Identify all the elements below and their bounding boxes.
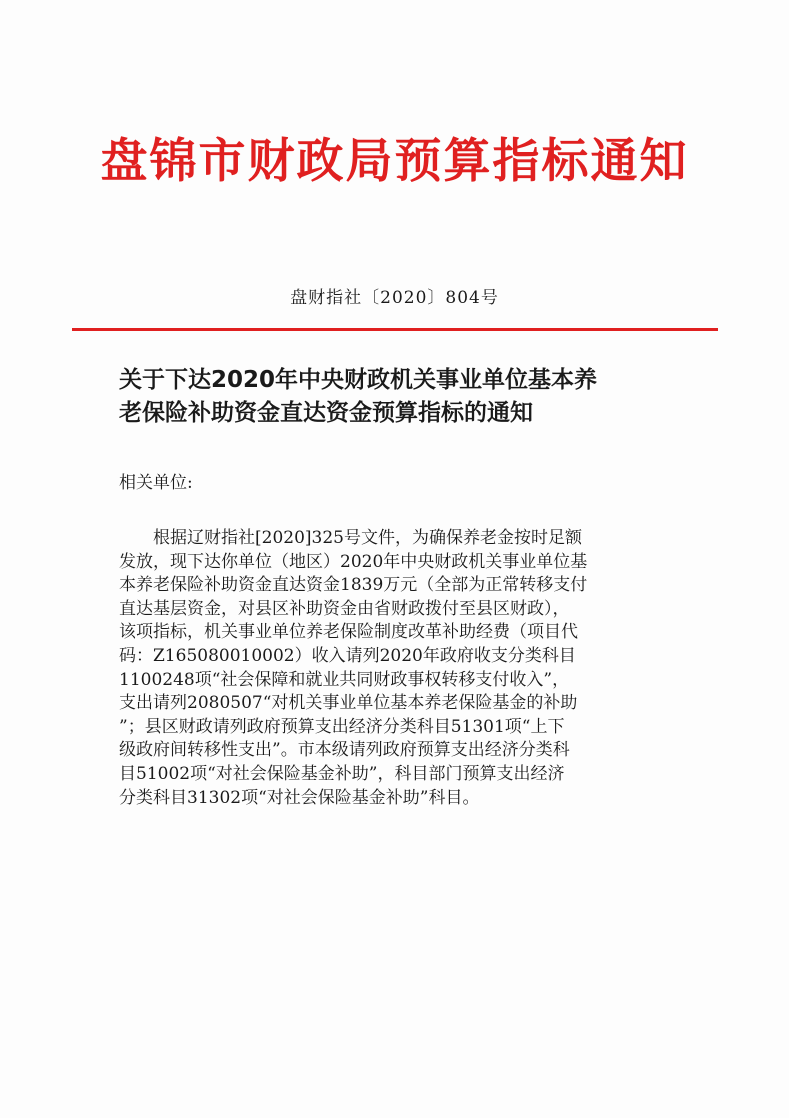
body-line: 直达基层资金，对县区补助资金由省财政拨付至县区财政）， (119, 598, 570, 619)
body-line: 码：Z165080010002）收入请列2020年政府收支分类科目 (119, 645, 576, 666)
body-line: 根据辽财指社[2020]325号文件，为确保养老金按时足额 (153, 528, 582, 548)
body-line: 目51002项“对社会保险基金补助”，科目部门预算支出经济 (119, 763, 565, 784)
body-line: 级政府间转移性支出”。市本级请列政府预算支出经济分类科 (119, 740, 570, 761)
body-line: ”；县区财政请列政府预算支出经济分类科目51301项“上下 (119, 716, 565, 737)
document-number: 盘财指社〔2020〕804号 (290, 288, 499, 308)
salutation: 相关单位: (119, 473, 193, 493)
body-line: 1100248项“社会保障和就业共同财政事权转移支付收入”， (119, 669, 570, 690)
body-line: 支出请列2080507“对机关事业单位基本养老保险基金的补助 (119, 693, 578, 714)
title-line: 老保险补助资金直达资金预算指标的通知 (119, 400, 533, 426)
red-divider (72, 328, 718, 331)
title-line: 关于下达2020年中央财政机关事业单位基本养 (119, 367, 598, 393)
masthead-title: 盘锦市财政局预算指标通知 (100, 134, 689, 189)
body-line: 本养老保险补助资金直达资金1839万元（全部为正常转移支付 (119, 575, 588, 596)
body-line: 该项指标，机关事业单位养老保险制度改革补助经费（项目代 (119, 622, 578, 643)
document-title (119, 364, 689, 430)
body-line: 分类科目31302项“对社会保险基金补助”科目。 (119, 787, 480, 808)
body-line: 发放，现下达你单位（地区）2020年中央财政机关事业单位基 (119, 551, 588, 572)
body-paragraph (119, 527, 679, 810)
